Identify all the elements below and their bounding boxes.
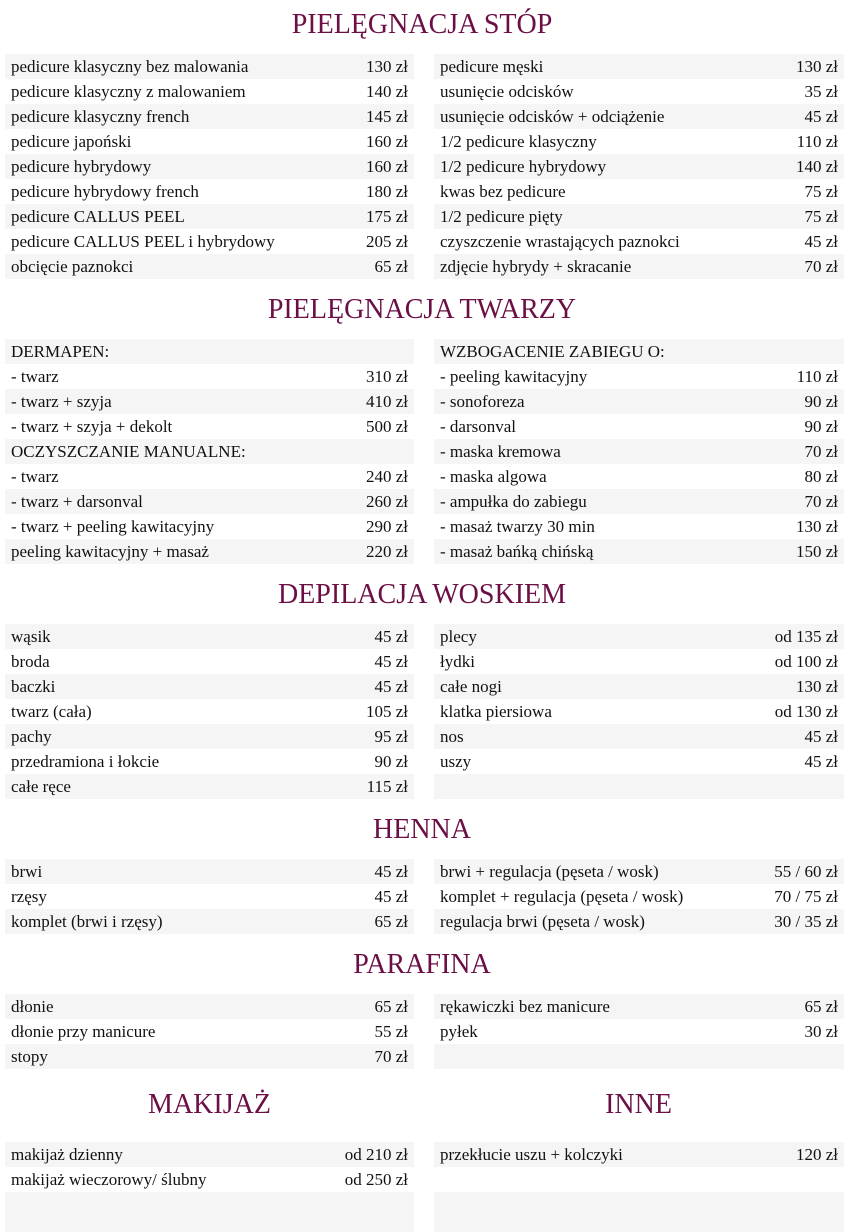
price-column-right	[434, 624, 844, 799]
service-name: brwi + regulacja (pęseta / wosk)	[440, 862, 659, 881]
service-name: peeling kawitacyjny + masaż	[11, 542, 209, 561]
service-name: baczki	[11, 677, 56, 696]
service-name: obcięcie paznokci	[11, 257, 134, 276]
price-row	[5, 489, 414, 514]
price-row	[434, 179, 844, 204]
service-price: 90 zł	[374, 752, 408, 771]
service-price: 70 zł	[804, 492, 838, 511]
price-row	[5, 129, 414, 154]
service-name: usunięcie odcisków + odciążenie	[440, 107, 665, 126]
price-row	[434, 624, 844, 649]
service-price: 145 zł	[365, 107, 408, 126]
section-title: HENNA	[373, 814, 471, 845]
service-price: 90 zł	[804, 417, 838, 436]
service-name: łydki	[440, 652, 475, 671]
section-title: INNE	[605, 1089, 672, 1120]
empty-row	[434, 1167, 844, 1192]
service-price: 290 zł	[365, 517, 408, 536]
service-name: przekłucie uszu + kolczyki	[440, 1145, 623, 1164]
empty-row	[5, 1192, 414, 1232]
service-name: OCZYSZCZANIE MANUALNE:	[11, 442, 246, 461]
price-row	[434, 514, 844, 539]
section-title: MAKIJAŻ	[148, 1089, 271, 1120]
price-row	[5, 364, 414, 389]
price-row	[434, 154, 844, 179]
service-name: komplet (brwi i rzęsy)	[11, 912, 163, 931]
service-price: 160 zł	[365, 132, 408, 151]
price-column-left	[5, 1142, 414, 1232]
service-name: pedicure klasyczny z malowaniem	[11, 82, 246, 101]
price-row	[434, 79, 844, 104]
service-name: - maska algowa	[440, 467, 547, 486]
price-column-left	[5, 624, 414, 799]
service-price: 130 zł	[795, 517, 838, 536]
price-row	[434, 339, 844, 364]
service-price: 45 zł	[374, 887, 408, 906]
service-name: broda	[11, 652, 50, 671]
service-name: - masaż bańką chińską	[440, 542, 594, 561]
price-row	[5, 79, 414, 104]
service-price: 80 zł	[804, 467, 838, 486]
service-price: 75 zł	[804, 207, 838, 226]
price-row	[434, 104, 844, 129]
service-price: 45 zł	[804, 727, 838, 746]
price-column-right	[434, 859, 844, 934]
service-name: całe ręce	[11, 777, 71, 796]
service-price: 90 zł	[804, 392, 838, 411]
service-price: 65 zł	[374, 912, 408, 931]
service-name: stopy	[11, 1047, 48, 1066]
service-name: - twarz	[11, 467, 59, 486]
service-price: 130 zł	[795, 677, 838, 696]
price-row	[5, 1142, 414, 1167]
price-row	[5, 859, 414, 884]
service-price: 205 zł	[365, 232, 408, 251]
service-price: 150 zł	[795, 542, 838, 561]
service-name: - twarz + szyja	[11, 392, 112, 411]
service-name: usunięcie odcisków	[440, 82, 574, 101]
price-row	[5, 439, 414, 464]
section-title: PIELĘGNACJA STÓP	[291, 9, 553, 40]
service-name: klatka piersiowa	[440, 702, 552, 721]
price-row	[5, 104, 414, 129]
price-row	[434, 884, 844, 909]
price-row	[434, 489, 844, 514]
service-price: 30 zł	[804, 1022, 838, 1041]
service-name: pedicure klasyczny bez malowania	[11, 57, 249, 76]
service-price: 30 / 35 zł	[774, 912, 838, 931]
price-row	[5, 539, 414, 564]
price-column-left	[5, 339, 414, 564]
service-price: od 210 zł	[344, 1145, 408, 1164]
price-row	[5, 389, 414, 414]
price-row	[5, 699, 414, 724]
service-price: 160 zł	[365, 157, 408, 176]
price-row	[5, 54, 414, 79]
price-row	[434, 229, 844, 254]
price-column-left	[5, 994, 414, 1069]
service-name: komplet + regulacja (pęseta / wosk)	[440, 887, 684, 906]
service-price: 105 zł	[365, 702, 408, 721]
service-price: od 250 zł	[344, 1170, 408, 1189]
service-name: makijaż dzienny	[11, 1145, 123, 1164]
price-row	[5, 774, 414, 799]
service-price: 45 zł	[374, 627, 408, 646]
service-name: brwi	[11, 862, 43, 881]
section-title: PIELĘGNACJA TWARZY	[267, 294, 577, 325]
price-row	[5, 674, 414, 699]
service-name: kwas bez pedicure	[440, 182, 566, 201]
price-row	[434, 439, 844, 464]
service-name: pedicure hybrydowy french	[11, 182, 199, 201]
price-row	[434, 724, 844, 749]
section-title: DEPILACJA WOSKIEM	[277, 579, 567, 610]
price-row	[5, 229, 414, 254]
service-price: 140 zł	[365, 82, 408, 101]
price-row	[434, 674, 844, 699]
price-row	[434, 1044, 844, 1069]
service-name: - masaż twarzy 30 min	[440, 517, 595, 536]
service-price: 65 zł	[804, 997, 838, 1016]
service-price: 70 zł	[374, 1047, 408, 1066]
service-name: - twarz	[11, 367, 59, 386]
service-name: - sonoforeza	[440, 392, 525, 411]
service-price: 240 zł	[365, 467, 408, 486]
service-price: 45 zł	[374, 652, 408, 671]
service-price: 130 zł	[365, 57, 408, 76]
price-row	[5, 749, 414, 774]
service-price: 180 zł	[365, 182, 408, 201]
price-row	[5, 624, 414, 649]
price-row	[5, 179, 414, 204]
service-price: 65 zł	[374, 257, 408, 276]
service-name: pedicure CALLUS PEEL	[11, 207, 185, 226]
service-name: 1/2 pedicure hybrydowy	[440, 157, 607, 176]
service-price: 45 zł	[804, 107, 838, 126]
service-name: 1/2 pedicure pięty	[440, 207, 563, 226]
service-name: rzęsy	[11, 887, 47, 906]
service-price: 95 zł	[374, 727, 408, 746]
price-row	[434, 1019, 844, 1044]
price-row	[434, 699, 844, 724]
price-row	[5, 514, 414, 539]
price-row	[434, 994, 844, 1019]
price-row	[5, 649, 414, 674]
service-name: pedicure CALLUS PEEL i hybrydowy	[11, 232, 275, 251]
service-price: 45 zł	[374, 677, 408, 696]
service-name: regulacja brwi (pęseta / wosk)	[440, 912, 645, 931]
service-name: - darsonval	[440, 417, 517, 436]
price-row	[434, 54, 844, 79]
price-row	[434, 204, 844, 229]
service-price: 115 zł	[366, 777, 408, 796]
price-column-right	[434, 339, 844, 564]
price-row	[434, 909, 844, 934]
price-row	[434, 649, 844, 674]
price-column-left	[5, 54, 414, 279]
service-name: 1/2 pedicure klasyczny	[440, 132, 597, 151]
price-row	[434, 859, 844, 884]
service-price: 220 zł	[365, 542, 408, 561]
service-price: 70 zł	[804, 257, 838, 276]
service-name: pedicure japoński	[11, 132, 132, 151]
service-price: 45 zł	[374, 862, 408, 881]
service-price: 130 zł	[795, 57, 838, 76]
service-name: przedramiona i łokcie	[11, 752, 160, 771]
price-column-right	[434, 54, 844, 279]
price-row	[434, 364, 844, 389]
section-title: PARAFINA	[353, 949, 491, 980]
service-name: twarz (cała)	[11, 702, 92, 721]
price-row	[5, 994, 414, 1019]
service-name: zdjęcie hybrydy + skracanie	[440, 257, 632, 276]
price-row	[434, 464, 844, 489]
service-price: 175 zł	[365, 207, 408, 226]
service-name: pedicure męski	[440, 57, 544, 76]
service-price: 110 zł	[796, 132, 838, 151]
service-name: - peeling kawitacyjny	[440, 367, 588, 386]
empty-row	[434, 1192, 844, 1232]
service-name: dłonie przy manicure	[11, 1022, 156, 1041]
price-row	[5, 154, 414, 179]
price-row	[434, 1142, 844, 1167]
service-name: pedicure hybrydowy	[11, 157, 152, 176]
price-row	[5, 1167, 414, 1192]
service-price: 55 / 60 zł	[774, 862, 838, 881]
service-name: - maska kremowa	[440, 442, 561, 461]
service-price: 110 zł	[796, 367, 838, 386]
price-row	[434, 414, 844, 439]
service-price: od 135 zł	[774, 627, 838, 646]
price-row	[5, 464, 414, 489]
service-name: makijaż wieczorowy/ ślubny	[11, 1170, 207, 1189]
service-price: 260 zł	[365, 492, 408, 511]
service-name: pyłek	[440, 1022, 478, 1041]
price-row	[5, 1044, 414, 1069]
service-price: 120 zł	[795, 1145, 838, 1164]
service-name: wąsik	[11, 627, 51, 646]
price-column-right	[434, 1142, 844, 1232]
service-name: dłonie	[11, 997, 54, 1016]
service-name: DERMAPEN:	[11, 342, 110, 361]
service-name: czyszczenie wrastających paznokci	[440, 232, 680, 251]
service-name: - twarz + szyja + dekolt	[11, 417, 173, 436]
service-price: 410 zł	[365, 392, 408, 411]
price-row	[5, 254, 414, 279]
price-row	[5, 204, 414, 229]
price-row	[5, 884, 414, 909]
service-price: 310 zł	[365, 367, 408, 386]
price-column-left	[5, 859, 414, 934]
price-row	[5, 414, 414, 439]
service-name: nos	[440, 727, 464, 746]
price-row	[5, 1019, 414, 1044]
price-row	[434, 389, 844, 414]
service-name: - twarz + darsonval	[11, 492, 143, 511]
service-name: - ampułka do zabiegu	[440, 492, 587, 511]
service-name: plecy	[440, 627, 477, 646]
service-name: rękawiczki bez manicure	[440, 997, 610, 1016]
price-row	[434, 774, 844, 799]
service-price: 70 zł	[804, 442, 838, 461]
service-price: 140 zł	[795, 157, 838, 176]
service-name: całe nogi	[440, 677, 502, 696]
service-price: 45 zł	[804, 232, 838, 251]
service-price: od 130 zł	[774, 702, 838, 721]
service-price: 75 zł	[804, 182, 838, 201]
service-price: od 100 zł	[774, 652, 838, 671]
price-row	[5, 909, 414, 934]
price-row	[434, 254, 844, 279]
price-row	[5, 339, 414, 364]
price-row	[5, 724, 414, 749]
service-name: - twarz + peeling kawitacyjny	[11, 517, 215, 536]
service-name: uszy	[440, 752, 472, 771]
service-name: WZBOGACENIE ZABIEGU O:	[440, 342, 665, 361]
price-row	[434, 749, 844, 774]
service-price: 500 zł	[365, 417, 408, 436]
price-row	[434, 539, 844, 564]
price-row	[434, 129, 844, 154]
service-price: 65 zł	[374, 997, 408, 1016]
price-column-right	[434, 994, 844, 1069]
service-price: 70 / 75 zł	[774, 887, 838, 906]
service-price: 35 zł	[804, 82, 838, 101]
service-name: pachy	[11, 727, 52, 746]
service-price: 45 zł	[804, 752, 838, 771]
service-name: pedicure klasyczny french	[11, 107, 190, 126]
service-price: 55 zł	[374, 1022, 408, 1041]
